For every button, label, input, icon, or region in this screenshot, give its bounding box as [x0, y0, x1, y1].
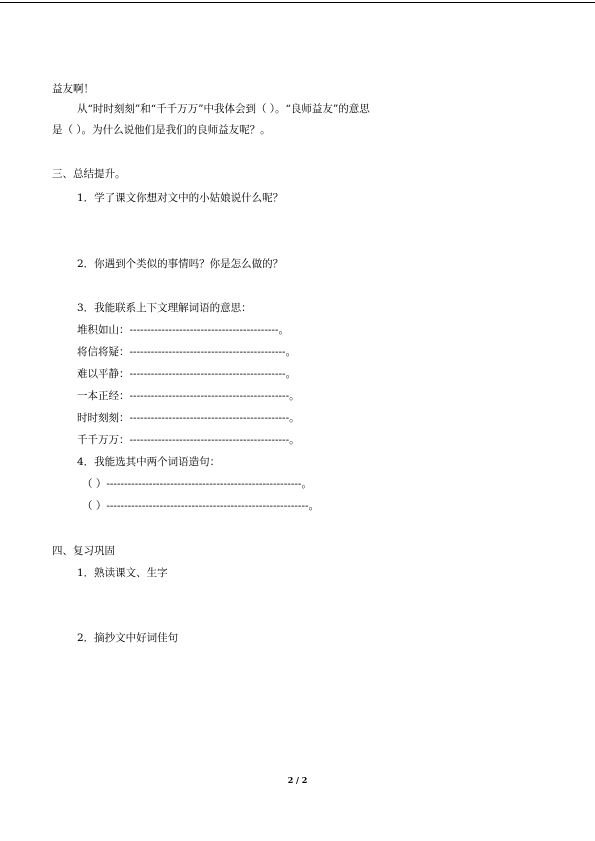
text-line-2: 从“时时刻刻”和“千千万万”中我体会到（ ）。“良师益友”的意思	[77, 103, 370, 115]
review-item-2: 2．摘抄文中好词佳句	[77, 632, 179, 644]
sentence-line-1: （ ）-------------------------------------------------------。	[82, 478, 312, 490]
sentence-line-2: （ ）---------------------------------------------------------。	[82, 500, 320, 512]
question-1: 1．学了课文你想对文中的小姑娘说什么呢？	[77, 192, 284, 204]
question-4: 4．我能选其中两个词语造句：	[77, 456, 221, 468]
term-line-5: 时时刻刻：---------------------------------------------。	[77, 412, 300, 424]
term-line-1: 堆积如山：------------------------------------------。	[77, 324, 290, 336]
section-three-heading: 三、总结提升。	[52, 168, 126, 180]
page-number: 2 / 2	[287, 775, 308, 785]
text-line-3: 是（ ）。为什么说他们是我们的良师益友呢？。	[52, 124, 271, 136]
term-line-6: 千千万万：---------------------------------------------。	[77, 434, 300, 446]
term-line-3: 难以平静：--------------------------------------------。	[77, 368, 297, 380]
term-line-4: 一本正经：---------------------------------------------。	[77, 390, 300, 402]
term-line-2: 将信将疑：--------------------------------------------。	[77, 346, 297, 358]
question-3: 3．我能联系上下文理解词语的意思：	[77, 302, 252, 314]
section-four-heading: 四、复习巩固	[52, 545, 115, 557]
review-item-1: 1．熟读课文、生字	[77, 567, 168, 579]
header-rule	[0, 2, 595, 3]
text-line-1: 益友啊！	[52, 83, 94, 95]
question-2: 2．你遇到个类似的事情吗？你是怎么做的？	[77, 258, 284, 270]
